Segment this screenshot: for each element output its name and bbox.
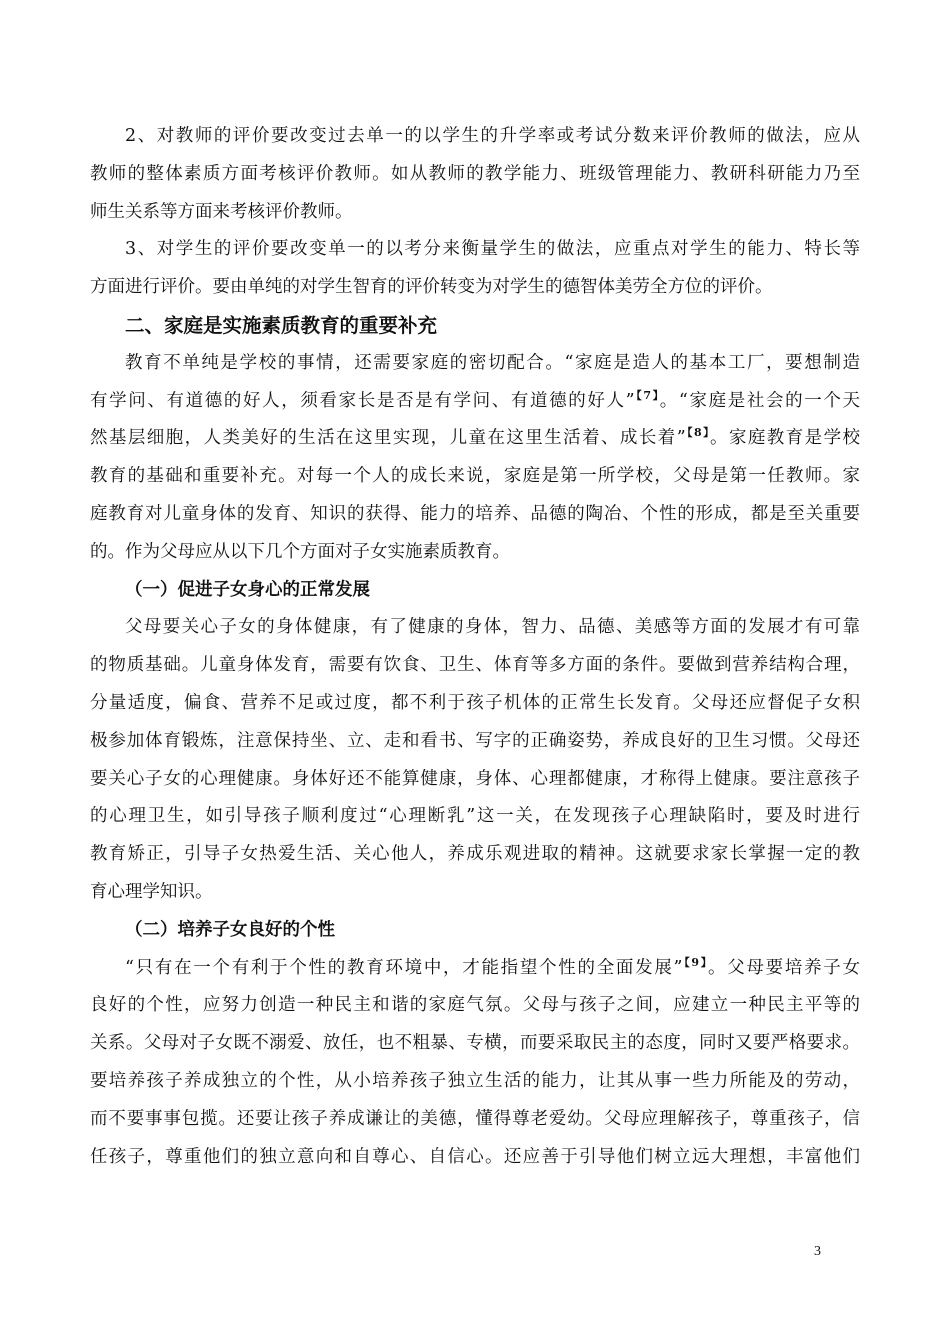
citation-marker: 【7】 (634, 388, 660, 402)
text-line: 3、对学生的评价要改变单一的以考分来衡量学生的做法，应重点对学生的能力、特长等 (125, 239, 860, 260)
citation-marker: 【8】 (685, 426, 711, 440)
citation-marker: 【9】 (682, 955, 709, 969)
text-line: “只有在一个有利于个性的教育环境中，才能指望个性的全面发展”$^{【9】}$。父母要培养子女 (125, 955, 860, 978)
text-line: 教师的整体素质方面考核评价教师。如从教师的教学能力、班级管理能力、教研科研能力乃至 (90, 163, 860, 184)
text-line: 要关心子女的心理健康。身体好还不能算健康，身体、心理都健康，才称得上健康。要注意孩子 (90, 768, 860, 789)
text-line: 关系。父母对子女既不溺爱、放任，也不粗暴、专横，而要采取民主的态度，同时又要严格要求。 (90, 1033, 860, 1054)
text-line: 良好的个性，应努力创造一种民主和谐的家庭气氛。父母与孩子之间，应建立一种民主平等的 (90, 995, 860, 1016)
text-line: 有学问、有道德的好人，须看家长是否是有学问、有道德的好人”$^{【7】}$。“家庭是社会的一个天 (90, 388, 860, 411)
text-line: 教育的基础和重要补充。对每一个人的成长来说，家庭是第一所学校，父母是第一任教师。家 (90, 466, 860, 487)
paragraph-personality (90, 950, 860, 1177)
text-line: 的。作为父母应从以下几个方面对子女实施素质教育。 (90, 541, 510, 562)
text-line: 方面进行评价。要由单纯的对学生智育的评价转变为对学生的德智体美劳全方位的评价。 (90, 277, 773, 298)
text-line: 分量适度，偏食、营养不足或过度，都不利于孩子机体的正常生长发育。父母还应督促子女积 (90, 692, 860, 713)
text-line: 而不要事事包揽。还要让孩子养成谦让的美德，懂得尊老爱幼。父母应理解孩子，尊重孩子，信 (90, 1108, 860, 1129)
text-line: 要培养孩子养成独立的个性，从小培养孩子独立生活的能力，让其从事一些力所能及的劳动， (90, 1070, 860, 1091)
subsection-heading: （一）促进子女身心的正常发展 (125, 579, 370, 600)
text-line: 父母要关心子女的身体健康，有了健康的身体，智力、品德、美感等方面的发展才有可靠 (125, 617, 860, 638)
text-line: 教育不单纯是学校的事情，还需要家庭的密切配合。“家庭是造人的基本工厂，要想制造 (125, 352, 860, 373)
text-line: 的物质基础。儿童身体发育，需要有饮食、卫生、体育等多方面的条件。要做到营养结构合理， (90, 655, 860, 676)
text-line: 极参加体育锻炼，注意保持坐、立、走和看书、写字的正确姿势，养成良好的卫生习惯。父母还 (90, 730, 860, 751)
text-line: 教育矫正，引导子女热爱生活、关心他人，养成乐观进取的精神。这就要求家长掌握一定的教 (90, 844, 860, 865)
page-number: 3 (814, 1244, 821, 1259)
paragraph-student-evaluation (90, 231, 860, 307)
text-line: 的心理卫生，如引导孩子顺利度过“心理断乳”这一关，在发现孩子心理缺陷时，要及时进行 (90, 806, 860, 827)
text-line: 育心理学知识。 (90, 881, 213, 902)
paragraph-physical-mental-development (90, 609, 860, 911)
text-line: 然基层细胞，人类美好的生活在这里实现，儿童在这里生活着、成长着”$^{【8】}$。家庭教育是学校 (90, 426, 860, 449)
section-heading: 二、家庭是实施素质教育的重要补充 (125, 313, 438, 337)
text-line: 任孩子，尊重他们的独立意向和自尊心、自信心。还应善于引导他们树立远大理想，丰富他们 (90, 1146, 860, 1167)
document-body (90, 118, 860, 1176)
text-line: 师生关系等方面来考核评价教师。 (90, 201, 353, 222)
paragraph-family-education (90, 345, 860, 572)
text-line: 2、对教师的评价要改变过去单一的以学生的升学率或考试分数来评价教师的做法，应从 (125, 126, 860, 146)
subsection-heading: （二）培养子女良好的个性 (125, 919, 335, 940)
paragraph-teacher-evaluation (90, 118, 860, 231)
text-line: 庭教育对儿童身体的发育、知识的获得、能力的培养、品德的陶冶、个性的形成，都是至关重要 (90, 503, 860, 524)
